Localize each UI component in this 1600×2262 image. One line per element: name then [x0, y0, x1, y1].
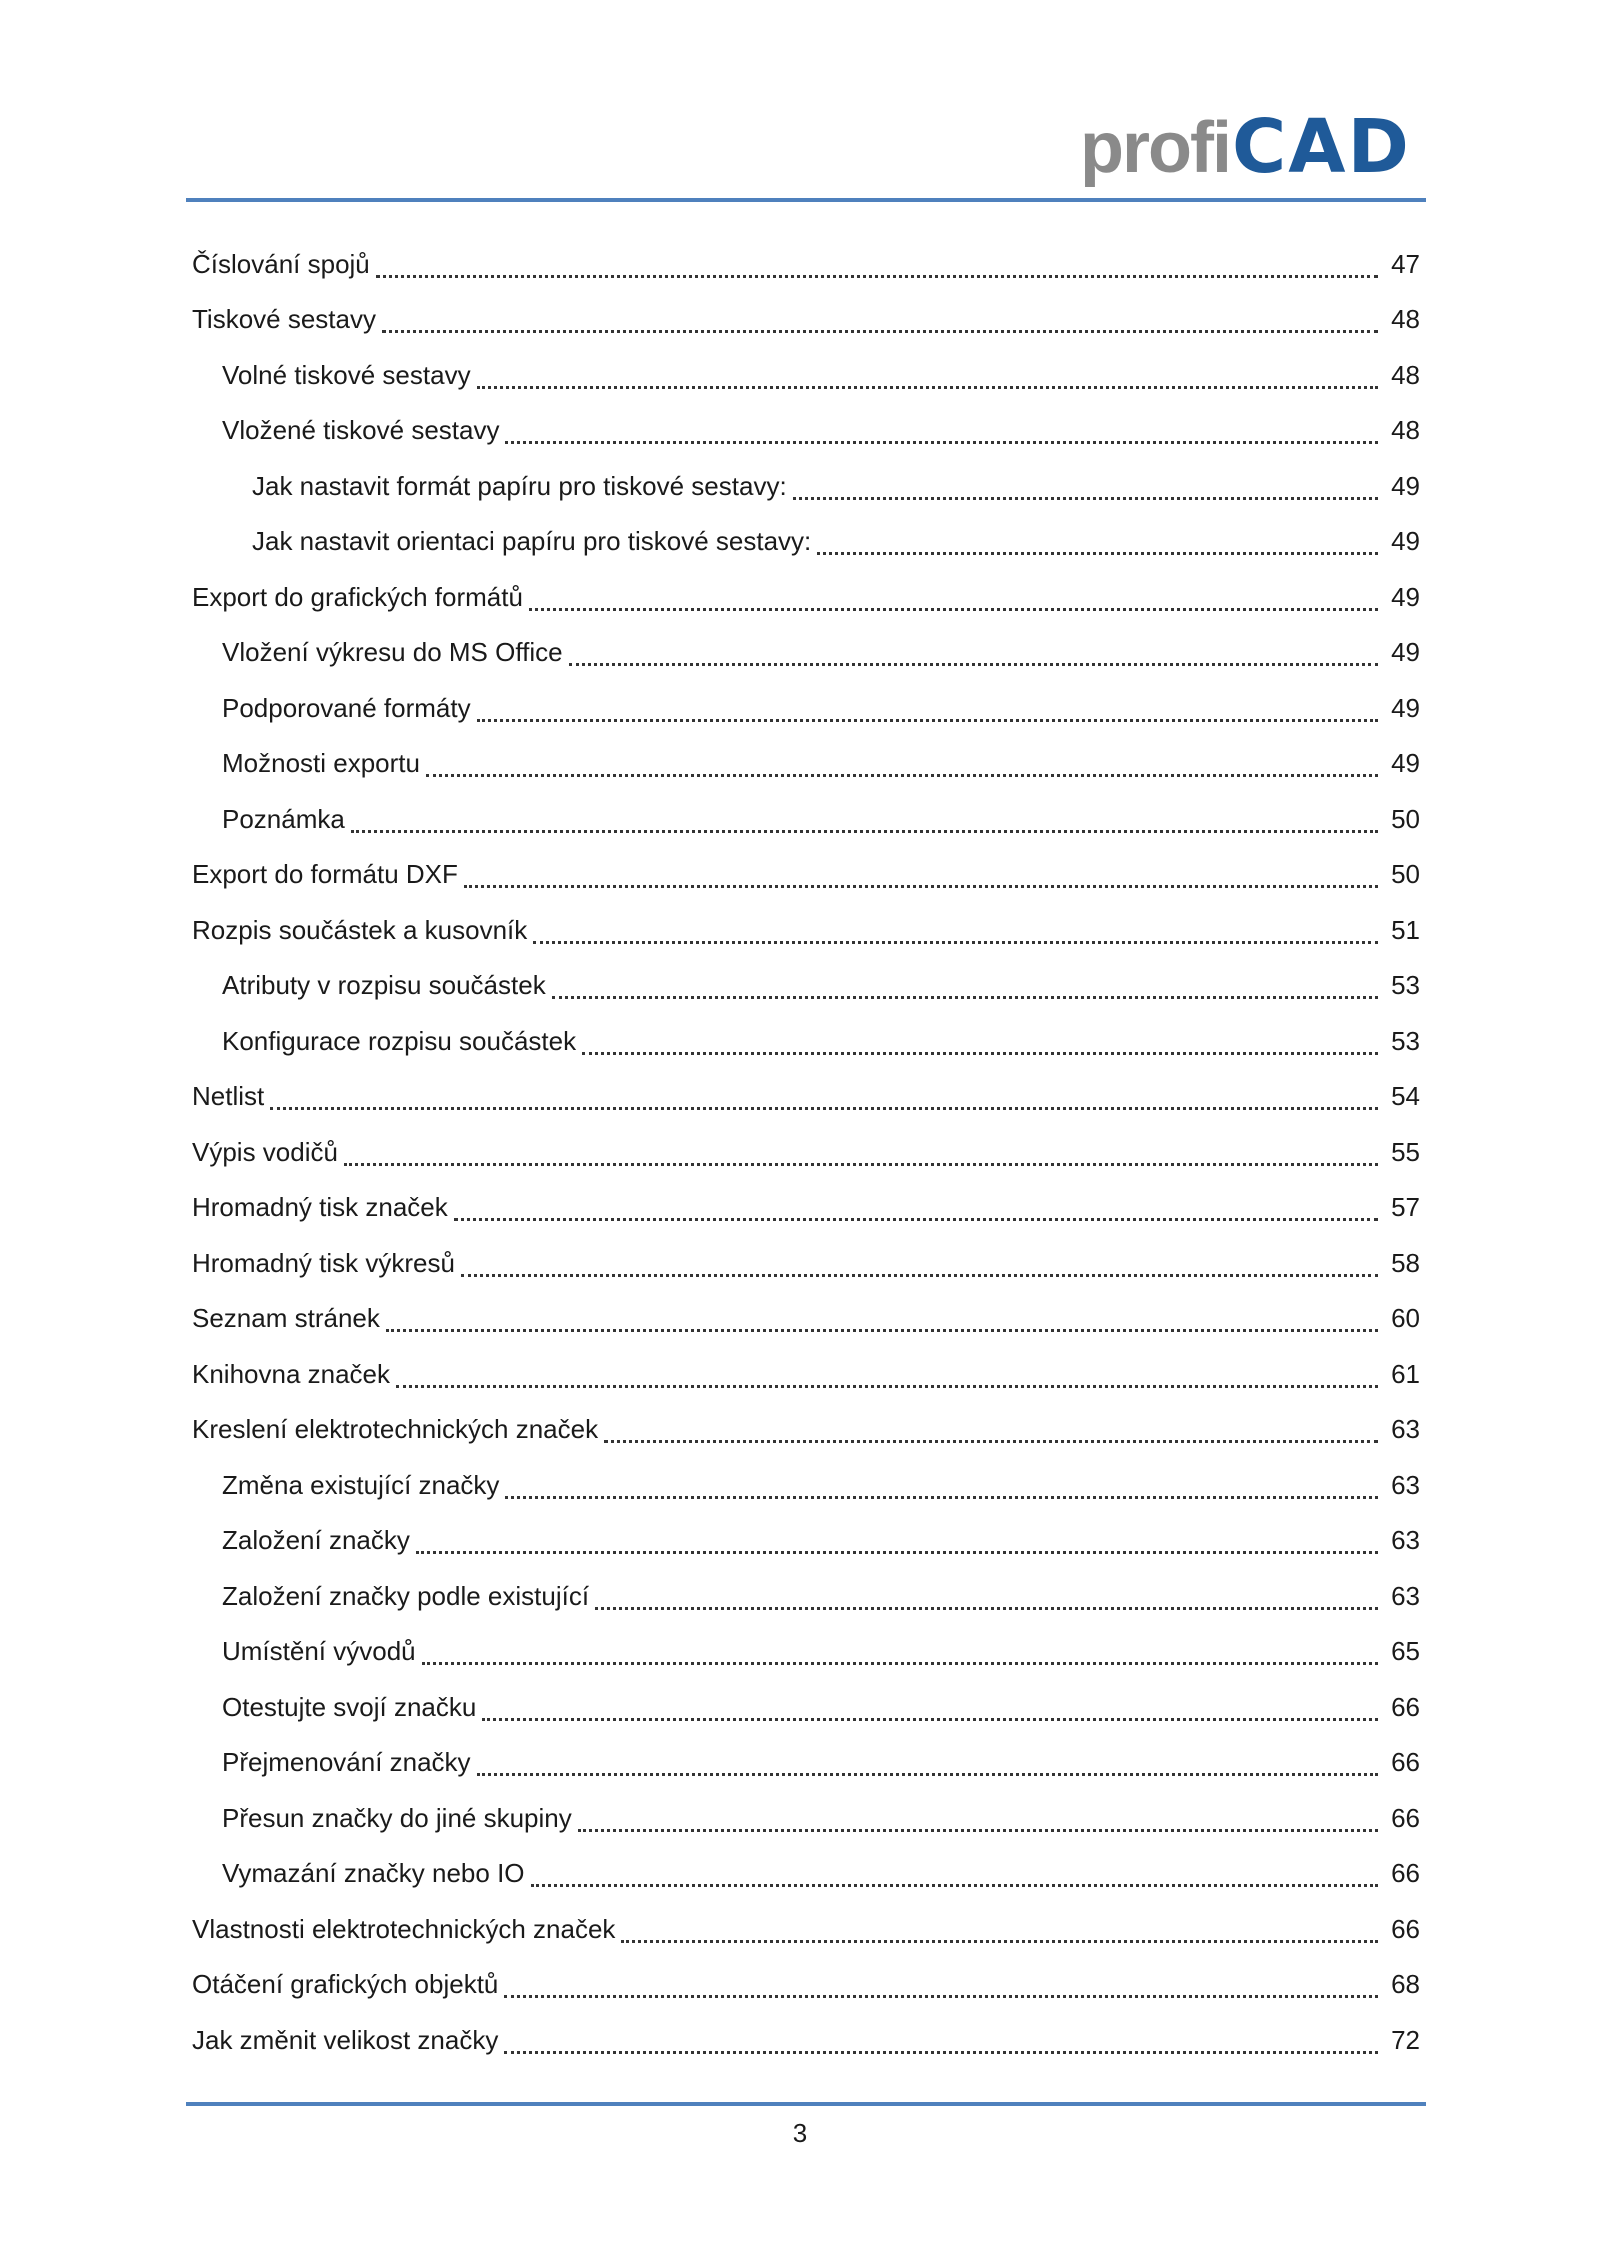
toc-entry[interactable]	[192, 1901, 1420, 1957]
toc-entry-page: 49	[1391, 748, 1420, 779]
toc-entry-page: 49	[1391, 692, 1420, 723]
toc-dot-leader	[531, 1883, 1378, 1887]
toc-entry[interactable]	[192, 1790, 1420, 1846]
toc-dot-leader	[351, 829, 1378, 833]
header-rule	[186, 198, 1426, 202]
toc-entry-label: Knihovna značek	[192, 1358, 391, 1389]
toc-entry[interactable]	[192, 1957, 1420, 2013]
toc-entry-page: 63	[1391, 1469, 1420, 1500]
toc-entry[interactable]	[192, 1124, 1420, 1180]
toc-entry-page: 49	[1391, 470, 1420, 501]
toc-entry[interactable]	[192, 902, 1420, 958]
toc-entry[interactable]	[192, 1513, 1420, 1569]
toc-entry-page: 60	[1391, 1303, 1420, 1334]
logo-text-cad: CAD	[1231, 104, 1411, 190]
toc-dot-leader	[595, 1606, 1378, 1610]
toc-dot-leader	[817, 551, 1378, 555]
toc-entry[interactable]	[192, 791, 1420, 847]
toc-entry-page: 49	[1391, 637, 1420, 668]
toc-dot-leader	[454, 1217, 1378, 1221]
toc-entry-label: Volné tiskové sestavy	[222, 359, 471, 390]
toc-entry-page: 53	[1391, 1025, 1420, 1056]
toc-dot-leader	[569, 662, 1378, 666]
toc-entry[interactable]	[192, 1624, 1420, 1680]
toc-entry-label: Jak změnit velikost značky	[192, 2024, 499, 2055]
toc-entry[interactable]	[192, 236, 1420, 292]
toc-entry[interactable]	[192, 292, 1420, 348]
toc-entry-label: Poznámka	[222, 803, 345, 834]
toc-dot-leader	[505, 1495, 1378, 1499]
toc-entry[interactable]	[192, 1235, 1420, 1291]
toc-entry[interactable]	[192, 2012, 1420, 2068]
toc-entry-label: Výpis vodičů	[192, 1136, 338, 1167]
toc-entry-page: 68	[1391, 1969, 1420, 2000]
toc-entry-page: 63	[1391, 1525, 1420, 1556]
toc-dot-leader	[482, 1717, 1378, 1721]
toc-entry-page: 48	[1391, 304, 1420, 335]
logo-text-profi: profi	[1080, 108, 1230, 188]
toc-entry-page: 63	[1391, 1580, 1420, 1611]
toc-entry-label: Změna existující značky	[222, 1469, 500, 1500]
toc-entry-page: 66	[1391, 1913, 1420, 1944]
toc-entry[interactable]	[192, 403, 1420, 459]
toc-dot-leader	[461, 1273, 1378, 1277]
toc-entry-page: 51	[1391, 914, 1420, 945]
toc-entry-page: 66	[1391, 1802, 1420, 1833]
toc-entry[interactable]	[192, 847, 1420, 903]
table-of-contents	[192, 236, 1420, 2068]
toc-dot-leader	[504, 2050, 1378, 2054]
toc-entry-page: 55	[1391, 1136, 1420, 1167]
toc-entry-label: Atributy v rozpisu součástek	[222, 970, 546, 1001]
toc-entry-page: 50	[1391, 803, 1420, 834]
toc-entry-page: 50	[1391, 859, 1420, 890]
toc-entry-page: 58	[1391, 1247, 1420, 1278]
proficad-logo	[1080, 104, 1411, 190]
toc-entry[interactable]	[192, 1402, 1420, 1458]
toc-dot-leader	[386, 1328, 1378, 1332]
toc-entry[interactable]	[192, 514, 1420, 570]
footer-rule	[186, 2102, 1426, 2106]
toc-entry-page: 53	[1391, 970, 1420, 1001]
toc-entry-page: 61	[1391, 1358, 1420, 1389]
toc-entry-label: Konfigurace rozpisu součástek	[222, 1025, 577, 1056]
toc-entry-label: Číslování spojů	[192, 248, 370, 279]
toc-entry-label: Tiskové sestavy	[192, 304, 376, 335]
toc-dot-leader	[505, 440, 1378, 444]
toc-entry-page: 49	[1391, 581, 1420, 612]
toc-dot-leader	[270, 1106, 1378, 1110]
toc-entry[interactable]	[192, 569, 1420, 625]
toc-entry[interactable]	[192, 1069, 1420, 1125]
toc-entry-label: Možnosti exportu	[222, 748, 420, 779]
toc-entry-label: Jak nastavit orientaci papíru pro tiskové sestavy:	[252, 526, 812, 557]
toc-dot-leader	[422, 1661, 1378, 1665]
toc-entry-page: 48	[1391, 359, 1420, 390]
toc-dot-leader	[376, 274, 1378, 278]
toc-entry-label: Rozpis součástek a kusovník	[192, 914, 528, 945]
toc-entry-label: Export do formátu DXF	[192, 859, 458, 890]
toc-entry[interactable]	[192, 1346, 1420, 1402]
toc-entry[interactable]	[192, 625, 1420, 681]
toc-entry-page: 57	[1391, 1192, 1420, 1223]
toc-entry-label: Vymazání značky nebo IO	[222, 1858, 525, 1889]
toc-dot-leader	[464, 884, 1378, 888]
toc-entry-label: Jak nastavit formát papíru pro tiskové sestavy:	[252, 470, 787, 501]
toc-entry[interactable]	[192, 1180, 1420, 1236]
toc-entry[interactable]	[192, 680, 1420, 736]
toc-entry[interactable]	[192, 1679, 1420, 1735]
toc-dot-leader	[533, 940, 1378, 944]
toc-dot-leader	[582, 1051, 1378, 1055]
toc-dot-leader	[504, 1994, 1378, 1998]
toc-entry[interactable]	[192, 1013, 1420, 1069]
toc-entry-page: 63	[1391, 1414, 1420, 1445]
toc-dot-leader	[552, 995, 1378, 999]
toc-entry-page: 48	[1391, 415, 1420, 446]
toc-dot-leader	[621, 1939, 1378, 1943]
toc-entry[interactable]	[192, 736, 1420, 792]
toc-entry[interactable]	[192, 958, 1420, 1014]
toc-entry-label: Založení značky podle existující	[222, 1580, 590, 1611]
toc-dot-leader	[477, 1772, 1378, 1776]
toc-dot-leader	[477, 718, 1378, 722]
toc-entry-label: Vlastnosti elektrotechnických značek	[192, 1913, 616, 1944]
toc-dot-leader	[416, 1550, 1378, 1554]
toc-entry-label: Seznam stránek	[192, 1303, 380, 1334]
toc-entry-label: Otestujte svojí značku	[222, 1691, 477, 1722]
toc-entry-label: Vložení výkresu do MS Office	[222, 637, 563, 668]
toc-entry-page: 65	[1391, 1636, 1420, 1667]
toc-entry-page: 66	[1391, 1691, 1420, 1722]
toc-dot-leader	[382, 329, 1378, 333]
page-number: 3	[792, 2118, 808, 2148]
toc-dot-leader	[578, 1828, 1378, 1832]
toc-entry-label: Umístění vývodů	[222, 1636, 416, 1667]
toc-entry-label: Export do grafických formátů	[192, 581, 523, 612]
toc-entry[interactable]	[192, 1291, 1420, 1347]
toc-entry-label: Netlist	[192, 1081, 265, 1112]
toc-entry-page: 66	[1391, 1747, 1420, 1778]
toc-entry[interactable]	[192, 1568, 1420, 1624]
toc-dot-leader	[344, 1162, 1378, 1166]
toc-dot-leader	[426, 773, 1378, 777]
toc-entry-label: Vložené tiskové sestavy	[222, 415, 500, 446]
toc-entry-page: 47	[1391, 248, 1420, 279]
toc-entry-page: 54	[1391, 1081, 1420, 1112]
toc-entry[interactable]	[192, 1457, 1420, 1513]
toc-dot-leader	[477, 385, 1378, 389]
toc-dot-leader	[529, 607, 1378, 611]
toc-entry-page: 49	[1391, 526, 1420, 557]
toc-entry[interactable]	[192, 347, 1420, 403]
toc-entry-label: Hromadný tisk výkresů	[192, 1247, 455, 1278]
toc-entry-page: 72	[1391, 2024, 1420, 2055]
toc-entry-label: Založení značky	[222, 1525, 410, 1556]
toc-entry-label: Hromadný tisk značek	[192, 1192, 448, 1223]
toc-dot-leader	[604, 1439, 1378, 1443]
toc-entry[interactable]	[192, 1846, 1420, 1902]
toc-dot-leader	[396, 1384, 1378, 1388]
toc-entry-label: Otáčení grafických objektů	[192, 1969, 499, 2000]
toc-entry-label: Přesun značky do jiné skupiny	[222, 1802, 572, 1833]
toc-entry[interactable]	[192, 1735, 1420, 1791]
toc-entry-label: Přejmenování značky	[222, 1747, 471, 1778]
toc-entry-label: Podporované formáty	[222, 692, 471, 723]
toc-entry-page: 66	[1391, 1858, 1420, 1889]
toc-entry[interactable]	[192, 458, 1420, 514]
toc-dot-leader	[793, 496, 1378, 500]
toc-entry-label: Kreslení elektrotechnických značek	[192, 1414, 599, 1445]
